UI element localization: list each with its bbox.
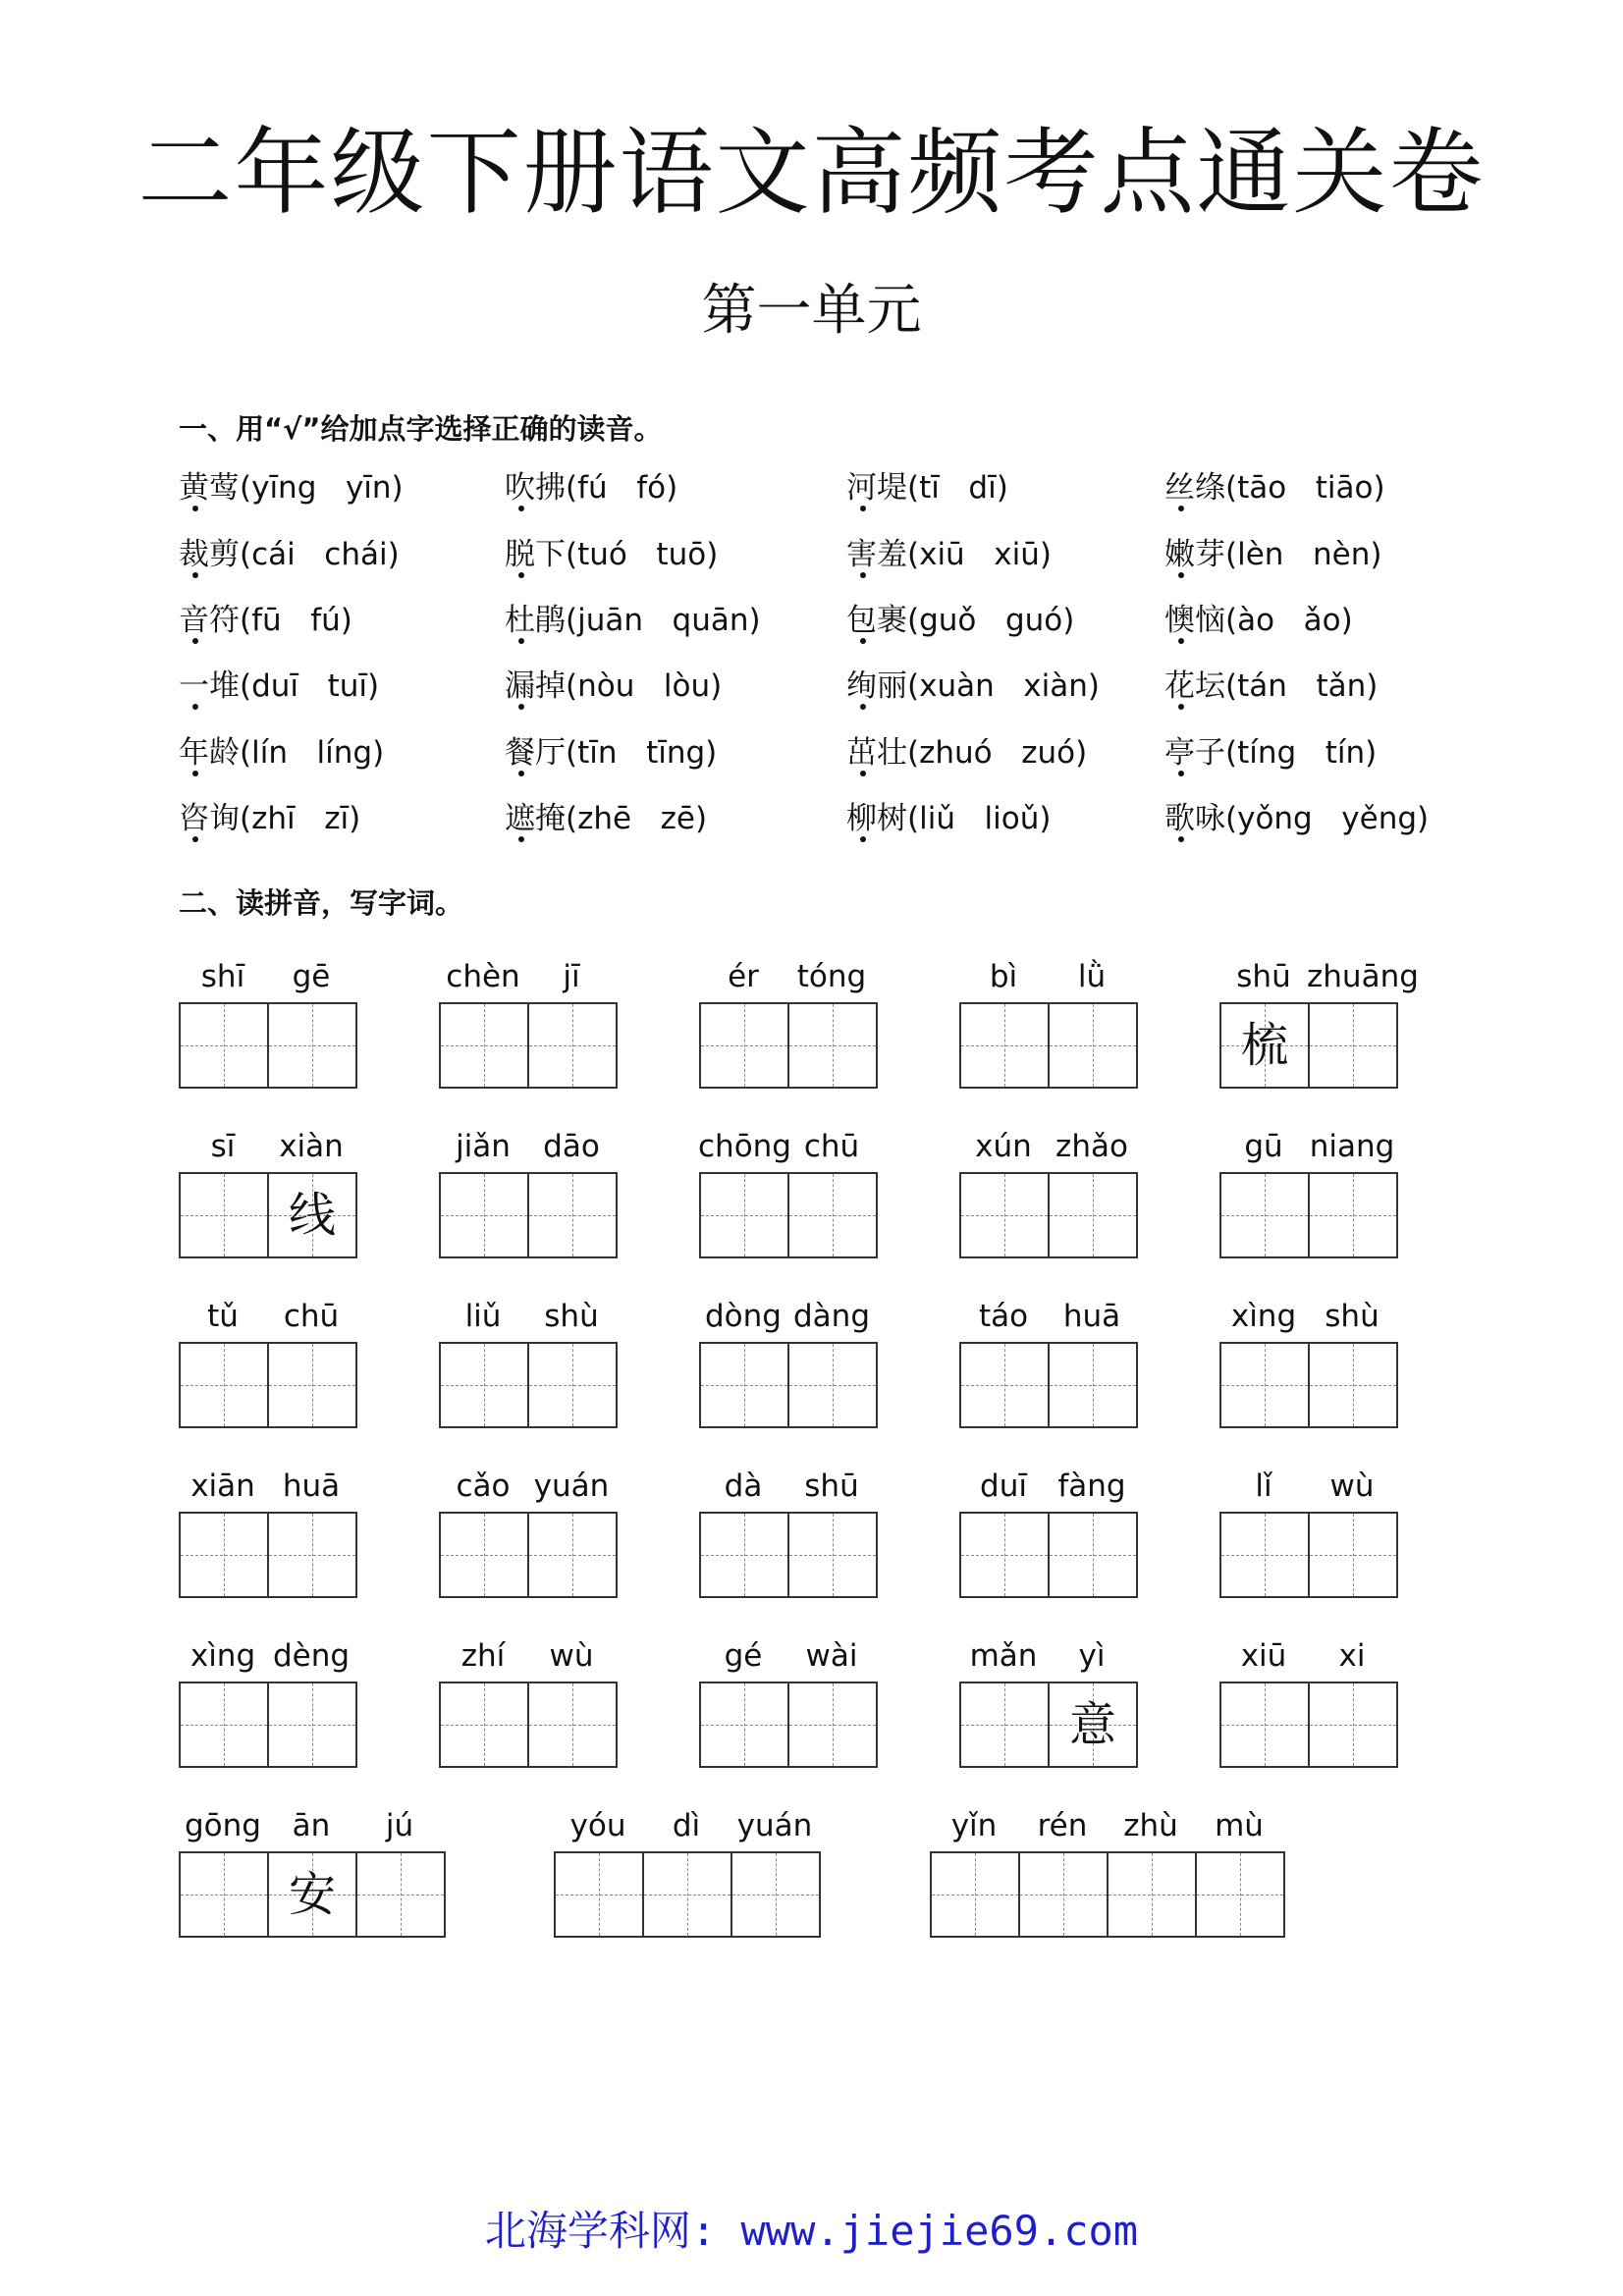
character-cell[interactable] bbox=[269, 1683, 355, 1766]
pronunciation-item[interactable] bbox=[846, 662, 1100, 711]
emphasis-dot bbox=[860, 572, 866, 578]
pronunciation-item[interactable] bbox=[1164, 463, 1385, 512]
pinyin-label: tǔ bbox=[207, 1299, 239, 1334]
pronunciation-word: 脱下 bbox=[505, 537, 566, 572]
pronunciation-word: 漏掉 bbox=[505, 668, 566, 704]
footer-website: 北海学科网: www.jiejie69.com bbox=[484, 2207, 1139, 2255]
pinyin-label: dì bbox=[672, 1808, 701, 1843]
character-cell[interactable] bbox=[1221, 1514, 1310, 1596]
pronunciation-word: 音符 bbox=[179, 603, 240, 638]
pronunciation-item[interactable] bbox=[505, 728, 717, 777]
pronunciation-options[interactable]: (yǒng yěng) bbox=[1225, 801, 1430, 836]
pronunciation-item[interactable] bbox=[1164, 728, 1377, 777]
pinyin-label: shī bbox=[200, 959, 245, 994]
pronunciation-options[interactable]: (xuàn xiàn) bbox=[907, 668, 1100, 704]
tianzige-grid bbox=[699, 1342, 878, 1428]
pronunciation-options[interactable]: (liǔ lioǔ) bbox=[907, 801, 1052, 836]
emphasis-dot bbox=[1178, 704, 1184, 710]
pronunciation-item[interactable] bbox=[179, 596, 352, 645]
tianzige-grid bbox=[179, 1851, 446, 1938]
pinyin-label: chèn bbox=[446, 959, 520, 994]
character-cell[interactable] bbox=[529, 1004, 616, 1087]
emphasis-dot bbox=[860, 638, 866, 644]
tianzige-grid bbox=[1219, 1342, 1398, 1428]
emphasis-dot bbox=[192, 638, 198, 644]
emphasis-dot bbox=[1178, 836, 1184, 842]
pronunciation-item[interactable] bbox=[179, 530, 400, 579]
character-cell[interactable] bbox=[961, 1174, 1050, 1256]
pronunciation-options[interactable]: (tuó tuō) bbox=[566, 537, 719, 572]
pinyin-label: yuán bbox=[533, 1468, 610, 1504]
tianzige-grid bbox=[699, 1682, 878, 1768]
tianzige-grid bbox=[959, 1512, 1138, 1598]
pronunciation-item[interactable] bbox=[846, 463, 1008, 512]
pinyin-label: wù bbox=[1329, 1468, 1375, 1504]
pinyin-label: jī bbox=[563, 959, 580, 994]
pinyin-label: xiàn bbox=[279, 1129, 344, 1164]
tianzige-grid bbox=[1219, 1172, 1398, 1258]
pinyin-label: cǎo bbox=[456, 1468, 511, 1504]
pronunciation-word: 花坛 bbox=[1164, 668, 1225, 704]
pronunciation-options[interactable]: (zhē zē) bbox=[566, 801, 708, 836]
pronunciation-word: 遮掩 bbox=[505, 801, 566, 836]
tianzige-grid bbox=[1219, 1002, 1398, 1089]
tianzige-grid bbox=[699, 1172, 878, 1258]
pinyin-label: huā bbox=[282, 1468, 341, 1504]
character-cell[interactable] bbox=[269, 1344, 355, 1426]
pronunciation-item[interactable] bbox=[846, 728, 1087, 777]
pronunciation-word: 年龄 bbox=[179, 735, 240, 771]
pronunciation-options[interactable]: (ào ǎo) bbox=[1225, 603, 1353, 638]
pronunciation-options[interactable]: (cái chái) bbox=[240, 537, 400, 572]
pronunciation-item[interactable] bbox=[1164, 662, 1378, 711]
character-cell[interactable] bbox=[181, 1004, 269, 1087]
character-cell[interactable] bbox=[1221, 1004, 1310, 1087]
emphasis-dot bbox=[192, 572, 198, 578]
pronunciation-item[interactable] bbox=[505, 463, 677, 512]
pronunciation-item[interactable] bbox=[505, 530, 718, 579]
pinyin-label: fàng bbox=[1057, 1468, 1126, 1504]
pronunciation-item[interactable] bbox=[505, 662, 722, 711]
pronunciation-options[interactable]: (tíng tín) bbox=[1225, 735, 1378, 771]
character-cell[interactable] bbox=[1197, 1853, 1283, 1936]
character-cell[interactable] bbox=[701, 1514, 789, 1596]
pronunciation-item[interactable] bbox=[846, 794, 1051, 843]
emphasis-dot bbox=[1178, 638, 1184, 644]
character-cell[interactable] bbox=[1050, 1683, 1136, 1766]
pinyin-label: shū bbox=[804, 1468, 859, 1504]
pronunciation-word: 绚丽 bbox=[846, 668, 907, 704]
character-cell[interactable] bbox=[357, 1853, 444, 1936]
pronunciation-options[interactable]: (duī tuī) bbox=[240, 668, 380, 704]
tianzige-grid bbox=[1219, 1512, 1398, 1598]
character-cell[interactable] bbox=[701, 1344, 789, 1426]
character-cell[interactable] bbox=[269, 1514, 355, 1596]
tianzige-grid bbox=[439, 1342, 618, 1428]
character-cell[interactable] bbox=[1310, 1174, 1396, 1256]
character-cell[interactable] bbox=[441, 1344, 529, 1426]
emphasis-dot bbox=[518, 572, 524, 578]
pronunciation-word: 包裹 bbox=[846, 603, 907, 638]
tianzige-grid bbox=[959, 1002, 1138, 1089]
pinyin-label: táo bbox=[978, 1299, 1029, 1334]
emphasis-dot bbox=[192, 506, 198, 511]
pronunciation-item[interactable] bbox=[1164, 794, 1429, 843]
pronunciation-item[interactable] bbox=[179, 662, 379, 711]
pronunciation-word: 嫩芽 bbox=[1164, 537, 1225, 572]
character-cell[interactable] bbox=[644, 1853, 732, 1936]
pinyin-label: niang bbox=[1309, 1129, 1395, 1164]
pronunciation-item[interactable] bbox=[846, 530, 1052, 579]
given-character: 安 bbox=[288, 1867, 336, 1922]
section-2-heading: 二、读拼音，写字词。 bbox=[179, 886, 464, 920]
tianzige-grid bbox=[439, 1512, 618, 1598]
pinyin-label: zhù bbox=[1123, 1808, 1178, 1843]
character-cell[interactable] bbox=[961, 1344, 1050, 1426]
emphasis-dot bbox=[860, 836, 866, 842]
character-cell[interactable] bbox=[1310, 1683, 1396, 1766]
pronunciation-item[interactable] bbox=[1164, 596, 1353, 645]
character-cell[interactable] bbox=[1020, 1853, 1109, 1936]
pinyin-label: chū bbox=[803, 1129, 860, 1164]
character-cell[interactable] bbox=[529, 1514, 616, 1596]
tianzige-grid bbox=[959, 1342, 1138, 1428]
tianzige-grid bbox=[439, 1002, 618, 1089]
character-cell[interactable] bbox=[701, 1004, 789, 1087]
pronunciation-word: 歌咏 bbox=[1164, 801, 1225, 836]
pronunciation-word: 亭子 bbox=[1164, 735, 1225, 771]
character-cell[interactable] bbox=[441, 1004, 529, 1087]
pinyin-label: zhí bbox=[460, 1638, 506, 1674]
pinyin-label: bì bbox=[989, 959, 1018, 994]
pronunciation-options[interactable]: (tīn tīng) bbox=[566, 735, 718, 771]
emphasis-dot bbox=[1178, 572, 1184, 578]
pronunciation-word: 懊恼 bbox=[1164, 603, 1225, 638]
emphasis-dot bbox=[518, 836, 524, 842]
section-1-heading: 一、用“√”给加点字选择正确的读音。 bbox=[179, 412, 663, 446]
tianzige-grid bbox=[959, 1172, 1138, 1258]
pinyin-label: jiǎn bbox=[456, 1129, 511, 1164]
character-cell[interactable] bbox=[181, 1514, 269, 1596]
pronunciation-word: 杜鹃 bbox=[505, 603, 566, 638]
pinyin-label: dàng bbox=[793, 1299, 870, 1334]
character-cell[interactable] bbox=[269, 1853, 357, 1936]
emphasis-dot bbox=[192, 836, 198, 842]
tianzige-grid bbox=[179, 1002, 357, 1089]
pronunciation-options[interactable]: (lín líng) bbox=[240, 735, 385, 771]
character-cell[interactable] bbox=[732, 1853, 819, 1936]
tianzige-grid bbox=[439, 1172, 618, 1258]
pronunciation-options[interactable]: (nòu lòu) bbox=[566, 668, 723, 704]
character-cell[interactable] bbox=[789, 1344, 876, 1426]
given-character: 线 bbox=[288, 1188, 336, 1243]
pinyin-label: jú bbox=[385, 1808, 414, 1843]
pronunciation-item[interactable] bbox=[1164, 530, 1381, 579]
character-cell[interactable] bbox=[1050, 1174, 1136, 1256]
tianzige-grid bbox=[179, 1512, 357, 1598]
given-character: 梳 bbox=[1240, 1018, 1288, 1073]
pinyin-label: liǔ bbox=[464, 1299, 502, 1334]
character-cell[interactable] bbox=[441, 1683, 529, 1766]
character-cell[interactable] bbox=[701, 1683, 789, 1766]
character-cell[interactable] bbox=[789, 1514, 876, 1596]
tianzige-grid bbox=[699, 1512, 878, 1598]
emphasis-dot bbox=[860, 771, 866, 776]
pronunciation-options[interactable]: (fú fó) bbox=[566, 470, 678, 506]
character-cell[interactable] bbox=[961, 1004, 1050, 1087]
pronunciation-item[interactable] bbox=[505, 794, 707, 843]
pinyin-label: huā bbox=[1062, 1299, 1121, 1334]
emphasis-dot bbox=[518, 704, 524, 710]
pronunciation-word: 黄莺 bbox=[179, 470, 240, 506]
character-cell[interactable] bbox=[181, 1344, 269, 1426]
character-cell[interactable] bbox=[1050, 1514, 1136, 1596]
character-cell[interactable] bbox=[932, 1853, 1020, 1936]
pronunciation-word: 餐厅 bbox=[505, 735, 566, 771]
pronunciation-word: 丝绦 bbox=[1164, 470, 1225, 506]
pinyin-label: xìng bbox=[189, 1638, 256, 1674]
pinyin-label: ān bbox=[292, 1808, 331, 1843]
tianzige-grid bbox=[179, 1172, 357, 1258]
pinyin-label: yǐn bbox=[950, 1808, 998, 1843]
pronunciation-options[interactable]: (fū fú) bbox=[240, 603, 352, 638]
character-cell[interactable] bbox=[181, 1683, 269, 1766]
tianzige-grid bbox=[930, 1851, 1285, 1938]
pinyin-label: chū bbox=[283, 1299, 340, 1334]
character-cell[interactable] bbox=[269, 1174, 355, 1256]
pinyin-label: chōng bbox=[698, 1129, 791, 1164]
character-cell[interactable] bbox=[961, 1514, 1050, 1596]
character-cell[interactable] bbox=[1050, 1344, 1136, 1426]
pinyin-label: shù bbox=[1325, 1299, 1380, 1334]
character-cell[interactable] bbox=[1310, 1514, 1396, 1596]
pinyin-label: lǐ bbox=[1255, 1468, 1272, 1504]
pronunciation-word: 咨询 bbox=[179, 801, 240, 836]
pinyin-label: dāo bbox=[543, 1129, 600, 1164]
pronunciation-word: 裁剪 bbox=[179, 537, 240, 572]
pronunciation-item[interactable] bbox=[179, 794, 360, 843]
pronunciation-options[interactable]: (lèn nèn) bbox=[1225, 537, 1382, 572]
pinyin-label: shū bbox=[1236, 959, 1291, 994]
pronunciation-item[interactable] bbox=[179, 728, 384, 777]
pinyin-label: dèng bbox=[272, 1638, 351, 1674]
character-cell[interactable] bbox=[961, 1683, 1050, 1766]
page-title: 二年级下册语文高频考点通关卷 bbox=[137, 118, 1486, 228]
tianzige-grid bbox=[959, 1682, 1138, 1768]
character-cell[interactable] bbox=[556, 1853, 644, 1936]
pronunciation-word: 河堤 bbox=[846, 470, 907, 506]
pinyin-label: zhuāng bbox=[1307, 959, 1419, 994]
pinyin-label: shù bbox=[544, 1299, 599, 1334]
pinyin-label: yuán bbox=[736, 1808, 813, 1843]
pronunciation-options[interactable]: (xiū xiū) bbox=[907, 537, 1052, 572]
tianzige-grid bbox=[439, 1682, 618, 1768]
pinyin-label: mǎn bbox=[969, 1638, 1038, 1674]
pinyin-label: xún bbox=[975, 1129, 1032, 1164]
emphasis-dot bbox=[192, 704, 198, 710]
character-cell[interactable] bbox=[529, 1174, 616, 1256]
pinyin-label: zhǎo bbox=[1055, 1129, 1128, 1164]
emphasis-dot bbox=[1178, 771, 1184, 776]
character-cell[interactable] bbox=[701, 1174, 789, 1256]
pronunciation-word: 茁壮 bbox=[846, 735, 907, 771]
emphasis-dot bbox=[192, 771, 198, 776]
pronunciation-options[interactable]: (zhī zī) bbox=[240, 801, 361, 836]
character-cell[interactable] bbox=[181, 1174, 269, 1256]
pronunciation-options[interactable]: (yīng yīn) bbox=[240, 470, 404, 506]
emphasis-dot bbox=[860, 704, 866, 710]
character-cell[interactable] bbox=[441, 1174, 529, 1256]
character-cell[interactable] bbox=[1221, 1344, 1310, 1426]
character-cell[interactable] bbox=[1221, 1683, 1310, 1766]
pronunciation-word: 柳树 bbox=[846, 801, 907, 836]
pinyin-label: yóu bbox=[569, 1808, 626, 1843]
character-cell[interactable] bbox=[1109, 1853, 1197, 1936]
pinyin-label: mù bbox=[1215, 1808, 1264, 1843]
pronunciation-word: 一堆 bbox=[179, 668, 240, 704]
emphasis-dot bbox=[518, 638, 524, 644]
character-cell[interactable] bbox=[1221, 1174, 1310, 1256]
pinyin-label: gē bbox=[292, 959, 331, 994]
pronunciation-options[interactable]: (tī dī) bbox=[907, 470, 1008, 506]
pinyin-label: tóng bbox=[796, 959, 867, 994]
pinyin-label: wài bbox=[805, 1638, 858, 1674]
pinyin-label: xìng bbox=[1230, 1299, 1297, 1334]
pronunciation-item[interactable] bbox=[505, 596, 761, 645]
pinyin-label: dà bbox=[724, 1468, 763, 1504]
tianzige-grid bbox=[179, 1682, 357, 1768]
pronunciation-options[interactable]: (tāo tiāo) bbox=[1225, 470, 1385, 506]
pronunciation-word: 害羞 bbox=[846, 537, 907, 572]
pronunciation-options[interactable]: (guǒ guó) bbox=[907, 603, 1075, 638]
tianzige-grid bbox=[699, 1002, 878, 1089]
pronunciation-options[interactable]: (tán tǎn) bbox=[1225, 668, 1379, 704]
tianzige-grid bbox=[1219, 1682, 1398, 1768]
character-cell[interactable] bbox=[269, 1004, 355, 1087]
pinyin-label: duī bbox=[980, 1468, 1027, 1504]
pinyin-label: xiū bbox=[1240, 1638, 1287, 1674]
character-cell[interactable] bbox=[1310, 1344, 1396, 1426]
tianzige-grid bbox=[554, 1851, 821, 1938]
pinyin-label: gōng bbox=[185, 1808, 261, 1843]
pronunciation-item[interactable] bbox=[846, 596, 1074, 645]
character-cell[interactable] bbox=[1050, 1004, 1136, 1087]
character-cell[interactable] bbox=[1310, 1004, 1396, 1087]
pinyin-label: xiān bbox=[190, 1468, 255, 1504]
character-cell[interactable] bbox=[789, 1174, 876, 1256]
pinyin-label: xi bbox=[1338, 1638, 1366, 1674]
pronunciation-word: 吹拂 bbox=[505, 470, 566, 506]
given-character: 意 bbox=[1068, 1697, 1116, 1752]
pronunciation-item[interactable] bbox=[179, 463, 404, 512]
character-cell[interactable] bbox=[529, 1344, 616, 1426]
pinyin-label: sī bbox=[210, 1129, 236, 1164]
pinyin-label: wù bbox=[549, 1638, 594, 1674]
pinyin-label: rén bbox=[1037, 1808, 1088, 1843]
pinyin-label: lǜ bbox=[1077, 959, 1107, 994]
character-cell[interactable] bbox=[529, 1683, 616, 1766]
character-cell[interactable] bbox=[441, 1514, 529, 1596]
emphasis-dot bbox=[518, 771, 524, 776]
emphasis-dot bbox=[1178, 506, 1184, 511]
pinyin-label: gū bbox=[1244, 1129, 1283, 1164]
emphasis-dot bbox=[860, 506, 866, 511]
character-cell[interactable] bbox=[789, 1683, 876, 1766]
pronunciation-options[interactable]: (zhuó zuó) bbox=[907, 735, 1088, 771]
emphasis-dot bbox=[518, 506, 524, 511]
pinyin-label: yì bbox=[1078, 1638, 1106, 1674]
pronunciation-options[interactable]: (juān quān) bbox=[566, 603, 761, 638]
pinyin-label: ér bbox=[728, 959, 759, 994]
unit-subtitle: 第一单元 bbox=[701, 279, 922, 343]
pinyin-label: gé bbox=[724, 1638, 763, 1674]
pinyin-label: dòng bbox=[705, 1299, 782, 1334]
character-cell[interactable] bbox=[181, 1853, 269, 1936]
character-cell[interactable] bbox=[789, 1004, 876, 1087]
tianzige-grid bbox=[179, 1342, 357, 1428]
